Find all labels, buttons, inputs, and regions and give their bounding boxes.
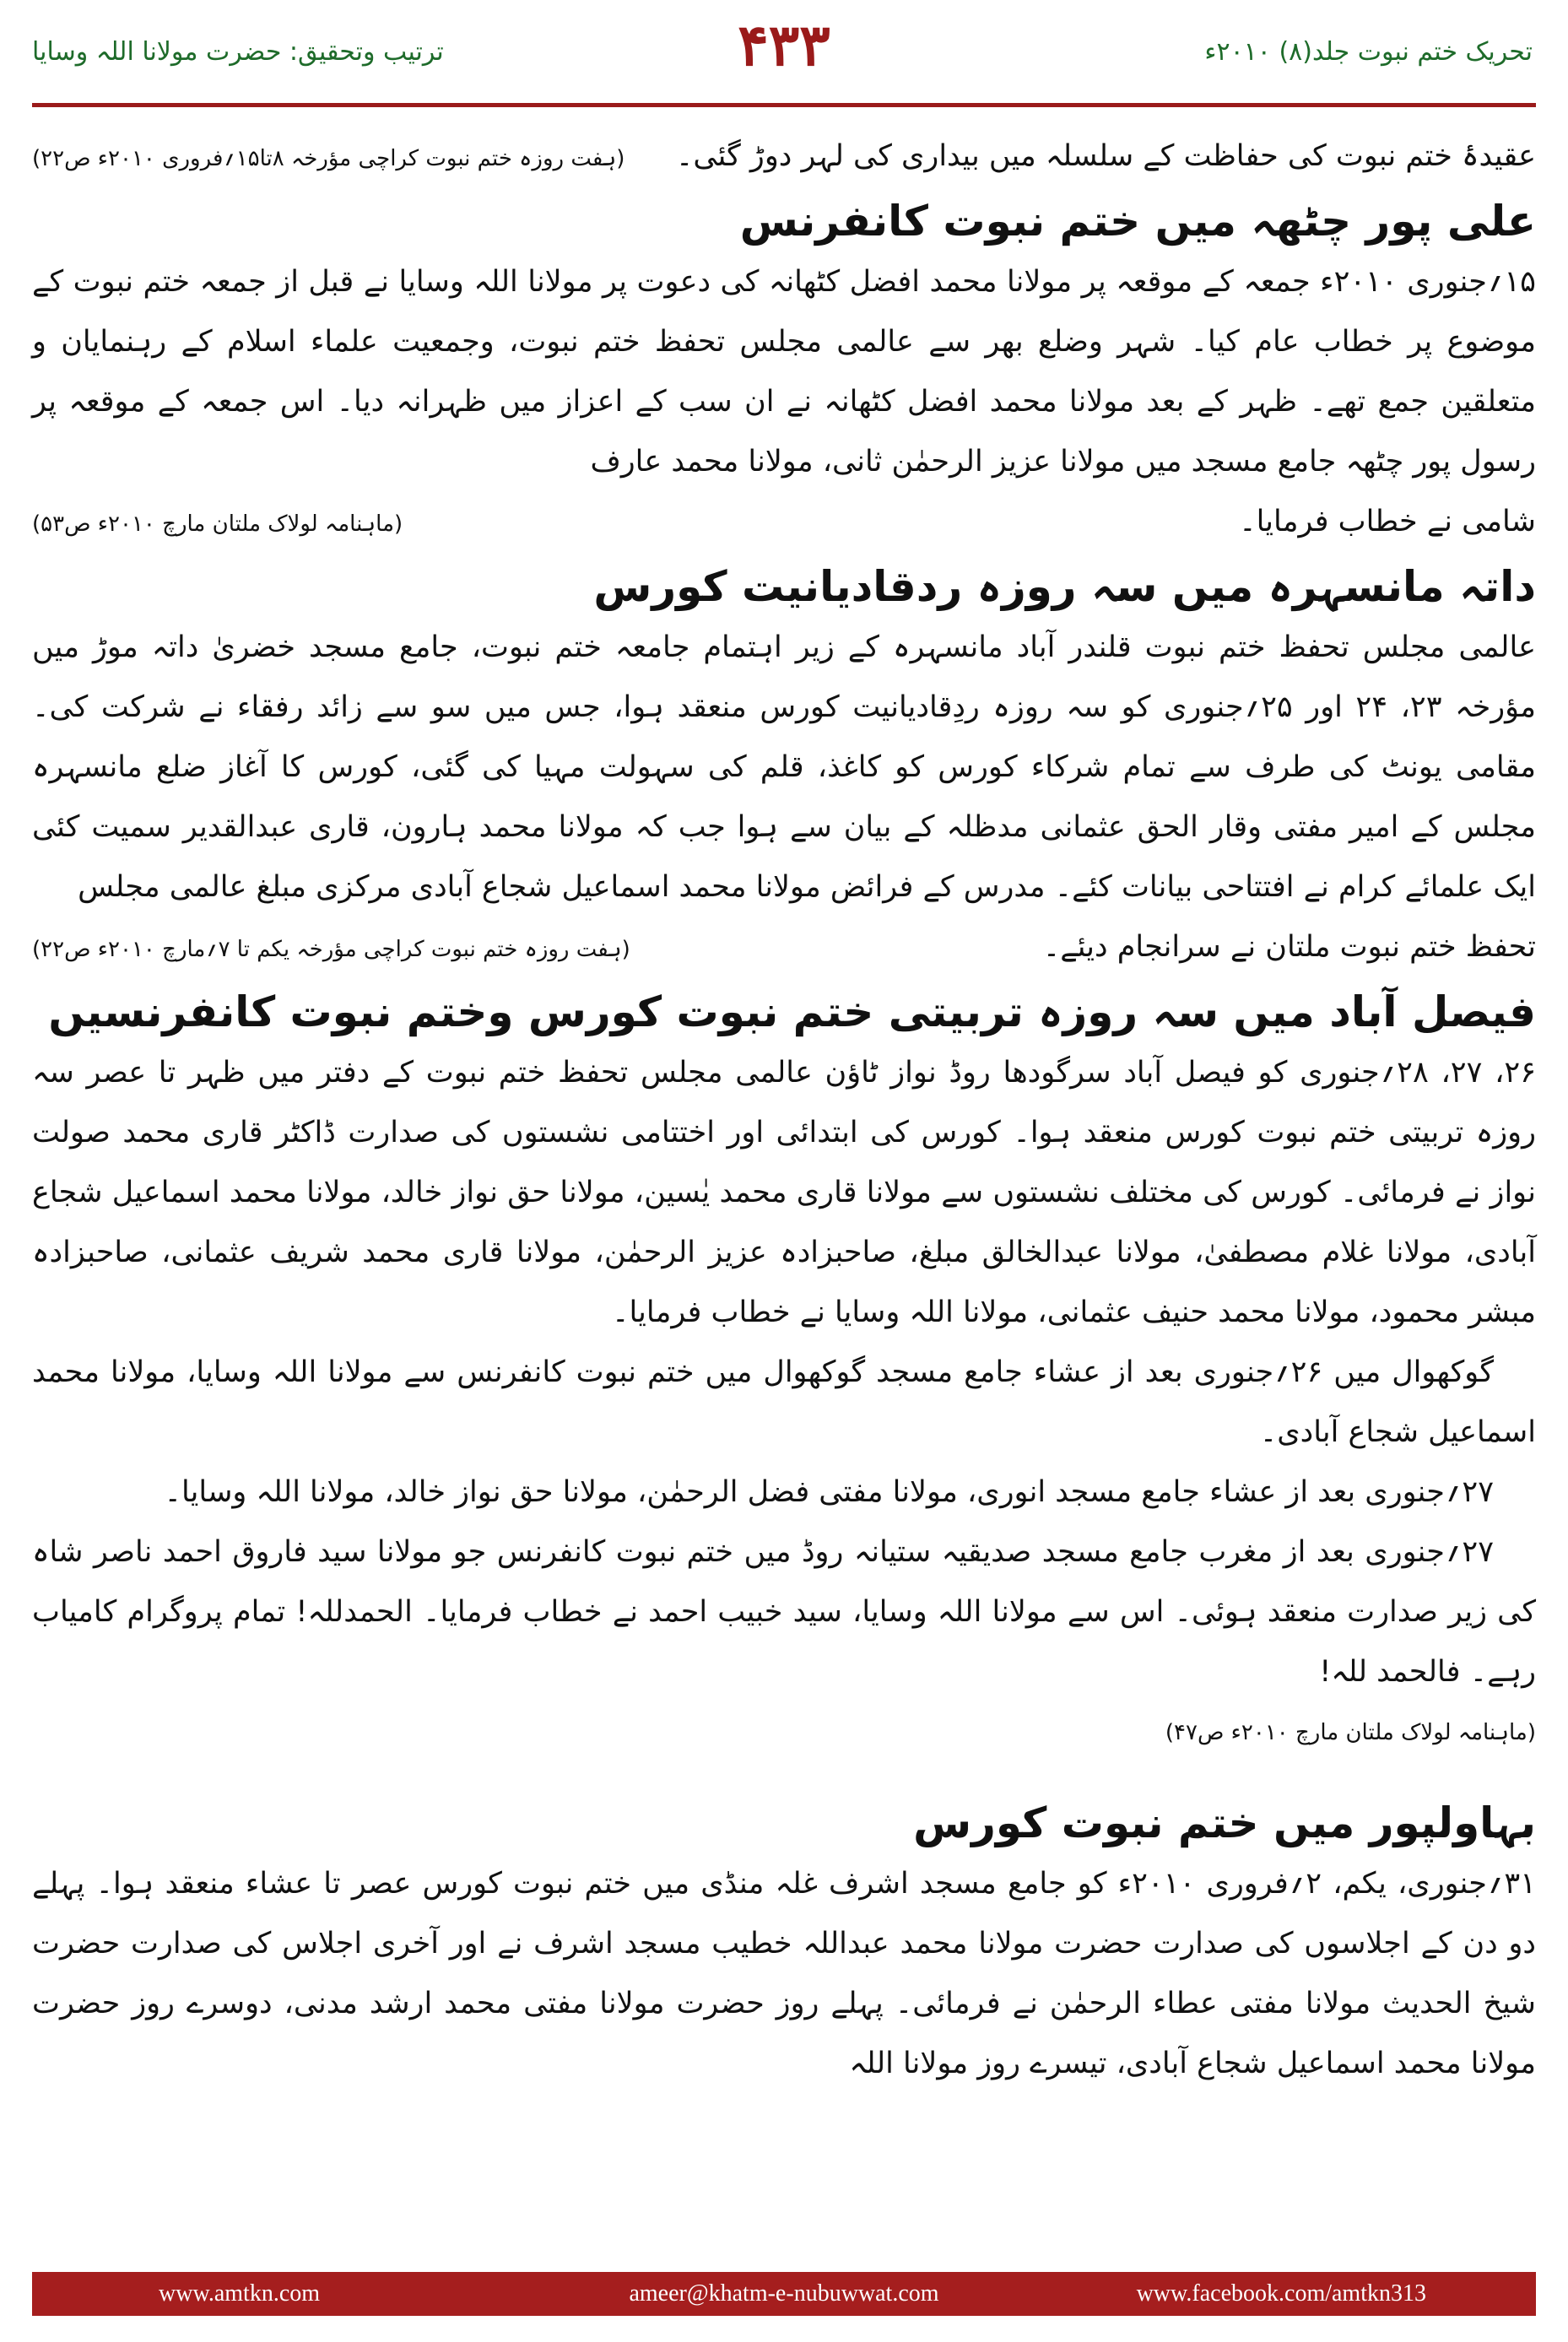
section-body: ۲۶، ۲۷، ۲۸؍جنوری کو فیصل آباد سرگودھا روڈ نواز ٹاؤن عالمی مجلس تحفظ ختم نبوت کے دفتر میں ظہر تا عصر سہ روزہ تربیتی ختم نبوت کورس منعقد ہوا۔ کورس کی ابتدائی اور اختتامی نشستوں کی صدارت ڈاکٹر قاری محمد صولت نواز نے فرمائی۔ کورس کی مختلف نشستوں سے مولانا قاری محمد یٰسین، مولانا حق نواز خالد، مولانا محمد اسماعیل شجاع آبادی، مولانا غلام مصطفیٰ، مولانا عبدالخالق مبلغ، صاحبزادہ عزیز الرحمٰن، مولانا قاری محمد شریف عثمانی، صاحبزادہ مبشر محمود، مولانا محمد حنیف عثمانی، مولانا اللہ وسایا نے خطاب فرمایا۔	[32, 1056, 1537, 1329]
section-heading: بہاولپور میں ختم نبوت کورس	[913, 1798, 1536, 1847]
event-paragraph: ۲۷؍جنوری بعد از عشاء جامع مسجد انوری، مولانا مفتی فضل الرحمٰن، مولانا حق نواز خالد، مولانا اللہ وسایا۔	[164, 1475, 1494, 1509]
source-reference: (ماہنامہ لولاک ملتان مارچ ۲۰۱۰ء ص۵۳)	[32, 511, 403, 537]
facebook-link[interactable]: www.facebook.com/amtkn313	[1136, 2280, 1426, 2307]
header-divider	[32, 103, 1536, 107]
section-end-row	[32, 492, 1536, 552]
page-footer	[32, 2272, 1536, 2316]
intro-text: عقیدۂ ختم نبوت کی حفاظت کے سلسلہ میں بیداری کی لہر دوڑ گئی۔	[675, 139, 1536, 173]
source-reference: (ہفت روزہ ختم نبوت کراچی مؤرخہ یکم تا ۷؍مارچ ۲۰۱۰ء ص۲۲)	[32, 937, 630, 962]
section-body: ۳۱؍جنوری، یکم، ۲؍فروری ۲۰۱۰ء کو جامع مسجد اشرف غلہ منڈی میں ختم نبوت کورس عصر تا عشاء منعقد ہوا۔ پہلے دو دن کے اجلاسوں کی صدارت حضرت مولانا محمد عبداللہ خطیب مسجد اشرف نے اور آخری اجلاس کی صدارت حضرت شیخ الحدیث مولانا مفتی عطاء الرحمٰن نے فرمائی۔ پہلے روز حضرت مولانا مفتی محمد ارشد مدنی، دوسرے روز حضرت مولانا محمد اسماعیل شجاع آبادی، تیسرے روز مولانا اللہ	[32, 1867, 1536, 2080]
section-last-line: تحفظ ختم نبوت ملتان نے سرانجام دیئے۔	[1042, 930, 1536, 964]
page-header	[0, 0, 1568, 127]
section-body: ۱۵؍جنوری ۲۰۱۰ء جمعہ کے موقعہ پر مولانا محمد افضل کٹھانہ کی دعوت پر مولانا اللہ وسایا نے قبل از جمعہ ختم نبوت کے موضوع پر خطاب عام کیا۔ شہر وضلع بھر سے عالمی مجلس تحفظ ختم نبوت، وجمعیت علماء اسلام کے رہنمایان و متعلقین جمع تھے۔ ظہر کے بعد مولانا محمد افضل کٹھانہ نے ان سب کے اعزاز میں ظہرانہ دیا۔ اس جمعہ کے موقعہ پر رسول پور چٹھہ جامع مسجد میں مولانا عزیز الرحمٰن ثانی، مولانا محمد عارف	[32, 265, 1536, 479]
section-end-row	[32, 917, 1536, 977]
source-reference: (ہفت روزہ ختم نبوت کراچی مؤرخہ ۸تا۱۵؍فروری ۲۰۱۰ء ص۲۲)	[32, 146, 625, 171]
compiler-credit: ترتیب وتحقیق: حضرت مولانا اللہ وسایا	[32, 37, 444, 67]
intro-row	[32, 127, 1536, 187]
website-link[interactable]: www.amtkn.com	[159, 2280, 321, 2307]
section-heading: علی پور چٹھہ میں ختم نبوت کانفرنس	[739, 197, 1536, 246]
event-paragraph: گوکھوال میں ۲۶؍جنوری بعد از عشاء جامع مسجد گوکھوال میں ختم نبوت کانفرنس سے مولانا اللہ وسایا، مولانا محمد اسماعیل شجاع آبادی۔	[32, 1355, 1536, 1449]
section-body: عالمی مجلس تحفظ ختم نبوت قلندر آباد مانسہرہ کے زیر اہتمام جامعہ ختم نبوت، جامع مسجد خضریٰ داتہ موڑ میں مؤرخہ ۲۳، ۲۴ اور ۲۵؍جنوری کو سہ روزہ ردِقادیانیت کورس منعقد ہوا، جس میں سو سے زائد رفقاء نے شرکت کی۔ مقامی یونٹ کی طرف سے تمام شرکاء کورس کو کاغذ، قلم کی سہولت مہیا کی گئی، کورس کا آغاز ضلع مانسہرہ مجلس کے امیر مفتی وقار الحق عثمانی مدظلہ کے بیان سے ہوا جب کہ مولانا محمد ہارون، قاری عبدالقدیر سمیت کئی ایک علمائے کرام نے افتتاحی بیانات کئے۔ مدرس کے فرائض مولانا محمد اسماعیل شجاع آبادی مرکزی مبلغ عالمی مجلس	[32, 630, 1536, 904]
source-reference: (ماہنامہ لولاک ملتان مارچ ۲۰۱۰ء ص۴۷)	[1165, 1720, 1536, 1745]
email-link[interactable]: ameer@khatm-e-nubuwwat.com	[629, 2280, 939, 2307]
event-paragraph: ۲۷؍جنوری بعد از مغرب جامع مسجد صدیقیہ ستیانہ روڈ میں ختم نبوت کانفرنس جو مولانا سید فاروق احمد ناصر شاہ کی زیر صدارت منعقد ہوئی۔ اس سے مولانا اللہ وسایا، سید خبیب احمد نے خطاب فرمایا۔ الحمدللہ! تمام پروگرام کامیاب رہے۔ فالحمد للہ!	[32, 1535, 1536, 1689]
section-last-line: شامی نے خطاب فرمایا۔	[1239, 505, 1536, 538]
section-heading: داتہ مانسہرہ میں سہ روزہ ردقادیانیت کورس	[593, 562, 1536, 611]
page-content	[32, 127, 1536, 2094]
book-title: تحریک ختم نبوت جلد(۸) ۲۰۱۰ء	[1204, 37, 1533, 67]
section-heading: فیصل آباد میں سہ روزہ تربیتی ختم نبوت کورس وختم نبوت کانفرنسیں	[48, 987, 1536, 1036]
page-number: ۴۳۳	[738, 12, 830, 79]
